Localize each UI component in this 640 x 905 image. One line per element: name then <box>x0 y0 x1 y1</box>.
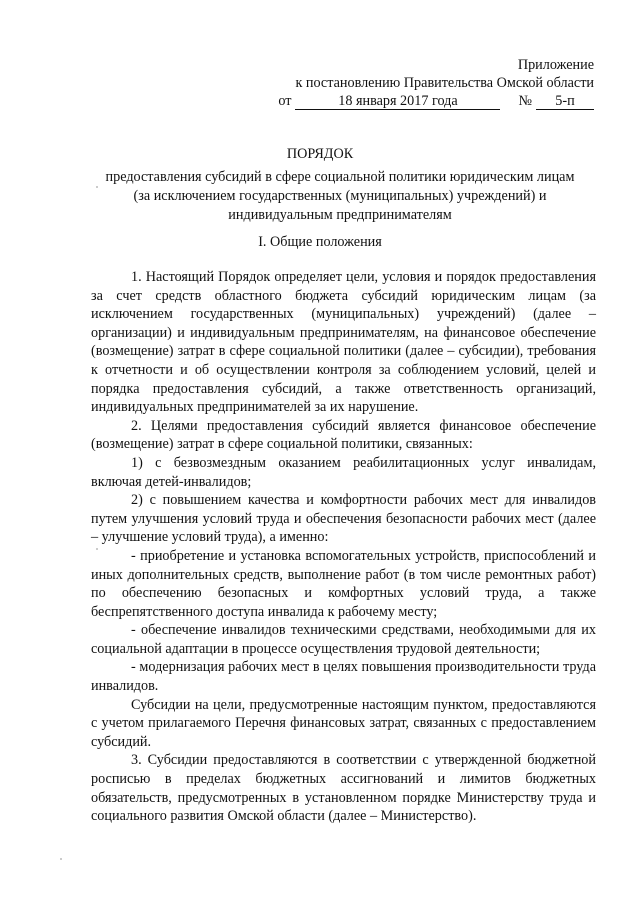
document-subtitle: предоставления субсидий в сфере социальной политики юридическим лицам (за исключением государственных (муниципальных) учреждений) и индивидуальным предпринимателям <box>105 169 575 223</box>
document-title: ПОРЯДОК <box>286 146 354 162</box>
scan-speck <box>60 858 62 860</box>
paragraph-1: 1. Настоящий Порядок определяет цели, условия и порядок предоставления за счет средств областного бюджета субсидий юридическим лицам (за исключением государственных (муниципальных) учреждений) (далее – организации) и индивидуальным предпринимателям, на финансовое обеспечение (возмещение) затрат в сфере социальной политики (далее – субсидии), требования к отчетности и об осуществлении контроля за соблюдением условий, целей и порядка предоставления субсидий, а также ответственность организаций, индивидуальных предпринимателей за их нарушение. <box>91 269 596 416</box>
number-prefix: № <box>518 93 532 109</box>
decree-reference: к постановлению Правительства Омской области <box>295 75 594 91</box>
list-item: - обеспечение инвалидов техническими средствами, необходимыми для их социальной адаптации в процессе осуществления трудовой деятельности; <box>91 622 596 657</box>
paragraph-subsidies-note: Субсидии на цели, предусмотренные настоящим пунктом, предоставляются с учетом прилагаемого Перечня финансовых затрат, связанных с предоставлением субсидий. <box>91 696 596 750</box>
document-body <box>91 268 596 826</box>
decree-date: 18 января 2017 года <box>295 93 500 110</box>
date-number-row <box>254 92 594 110</box>
list-item: - приобретение и установка вспомогательных устройств, приспособлений и иных дополнительных средств, выполнение работ (в том числе ремонтных работ) по обеспечению безопасных и комфортных условий труда, а также беспрепятственного доступа инвалида к рабочему месту; <box>91 547 596 620</box>
appendix-header <box>254 56 594 110</box>
section-heading: I. Общие положения <box>258 234 382 250</box>
appendix-label: Приложение <box>517 57 594 73</box>
paragraph-3: 3. Субсидии предоставляются в соответствии с утвержденной бюджетной росписью в пределах бюджетных ассигнований и лимитов бюджетных обязательств, предусмотренных в установленном порядке Министерству труда и социального развития Омской области (далее – Министерство). <box>91 752 596 825</box>
list-item: 2) с повышением качества и комфортности рабочих мест для инвалидов путем улучшения условий труда и обеспечения безопасности рабочих мест (далее – улучшение условий труда), а именно: <box>91 492 596 546</box>
scan-speck <box>96 548 98 550</box>
decree-number: 5-п <box>536 93 594 110</box>
list-item: 1) с безвозмездным оказанием реабилитационных услуг инвалидам, включая детей-инвалидов; <box>91 454 596 490</box>
paragraph-2: 2. Целями предоставления субсидий является финансовое обеспечение (возмещение) затрат в сфере социальной политики, связанных: <box>91 417 596 453</box>
scan-speck <box>96 186 98 188</box>
date-prefix: от <box>278 93 292 109</box>
list-item: - модернизация рабочих мест в целях повышения производительности труда инвалидов. <box>91 659 596 695</box>
